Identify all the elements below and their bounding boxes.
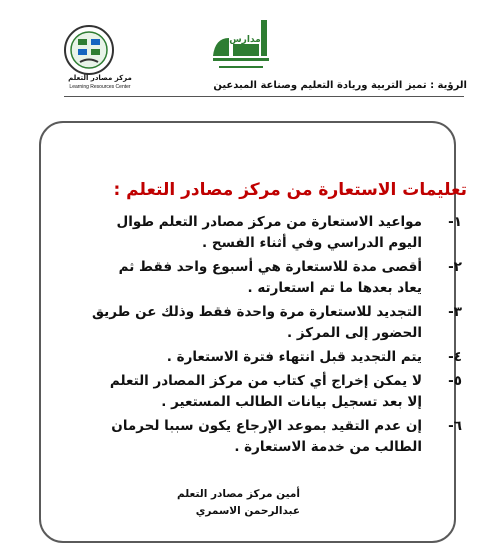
list-item	[92, 347, 462, 368]
item-text: لا يمكن إخراج أي كتاب من مركز المصادر التعلم إلا بعد تسجيل بيانات الطالب المستعير .	[109, 373, 422, 410]
header-divider	[64, 96, 464, 97]
item-number: ١-	[448, 214, 462, 230]
signature-role: أمين مركز مصادر التعلم	[177, 488, 300, 500]
item-number: ٥-	[448, 373, 462, 389]
instructions-list	[92, 212, 462, 461]
item-text: التجديد للاستعارة مرة واحدة فقط وذلك عن طريق الحضور إلى المركز .	[92, 304, 422, 341]
lrc-logo-subtitle: Learning Resources Center	[69, 84, 131, 90]
item-text: يتم التجديد قبل انتهاء فترة الاستعارة .	[166, 349, 422, 365]
item-number: ٤-	[448, 349, 462, 365]
vision-statement: الرؤية : تميز التربية وريادة التعليم وصناعة المبدعين	[213, 80, 467, 91]
school-logo-text: مدارس	[229, 35, 261, 45]
instructions-title: تعليمات الاستعارة من مركز مصادر التعلم :	[113, 180, 467, 200]
list-item	[92, 416, 462, 458]
lrc-logo-name: مركز مصادر التعلم	[68, 74, 132, 82]
list-item	[92, 371, 462, 413]
item-number: ٣-	[448, 304, 462, 320]
item-number: ٢-	[448, 259, 462, 275]
lrc-emblem-icon	[58, 24, 120, 76]
item-number: ٦-	[448, 418, 462, 434]
item-text: أقصى مدة للاستعارة هي أسبوع واحد فقط ثم يعاد بعدها ما تم استعارته .	[118, 259, 422, 296]
school-logo	[205, 16, 285, 78]
signature-name: عبدالرحمن الاسمري	[195, 505, 300, 517]
item-text: مواعيد الاستعارة من مركز مصادر التعلم طوال اليوم الدراسي وفي أثناء الفسح .	[116, 214, 422, 251]
list-item	[92, 257, 462, 299]
school-emblem-icon	[205, 16, 285, 78]
signature-block	[100, 486, 300, 520]
list-item	[92, 212, 462, 254]
item-text: إن عدم التقيد بموعد الإرجاع يكون سببا لحرمان الطالب من خدمة الاستعارة .	[111, 418, 422, 455]
list-item	[92, 302, 462, 344]
page-header	[0, 0, 497, 112]
